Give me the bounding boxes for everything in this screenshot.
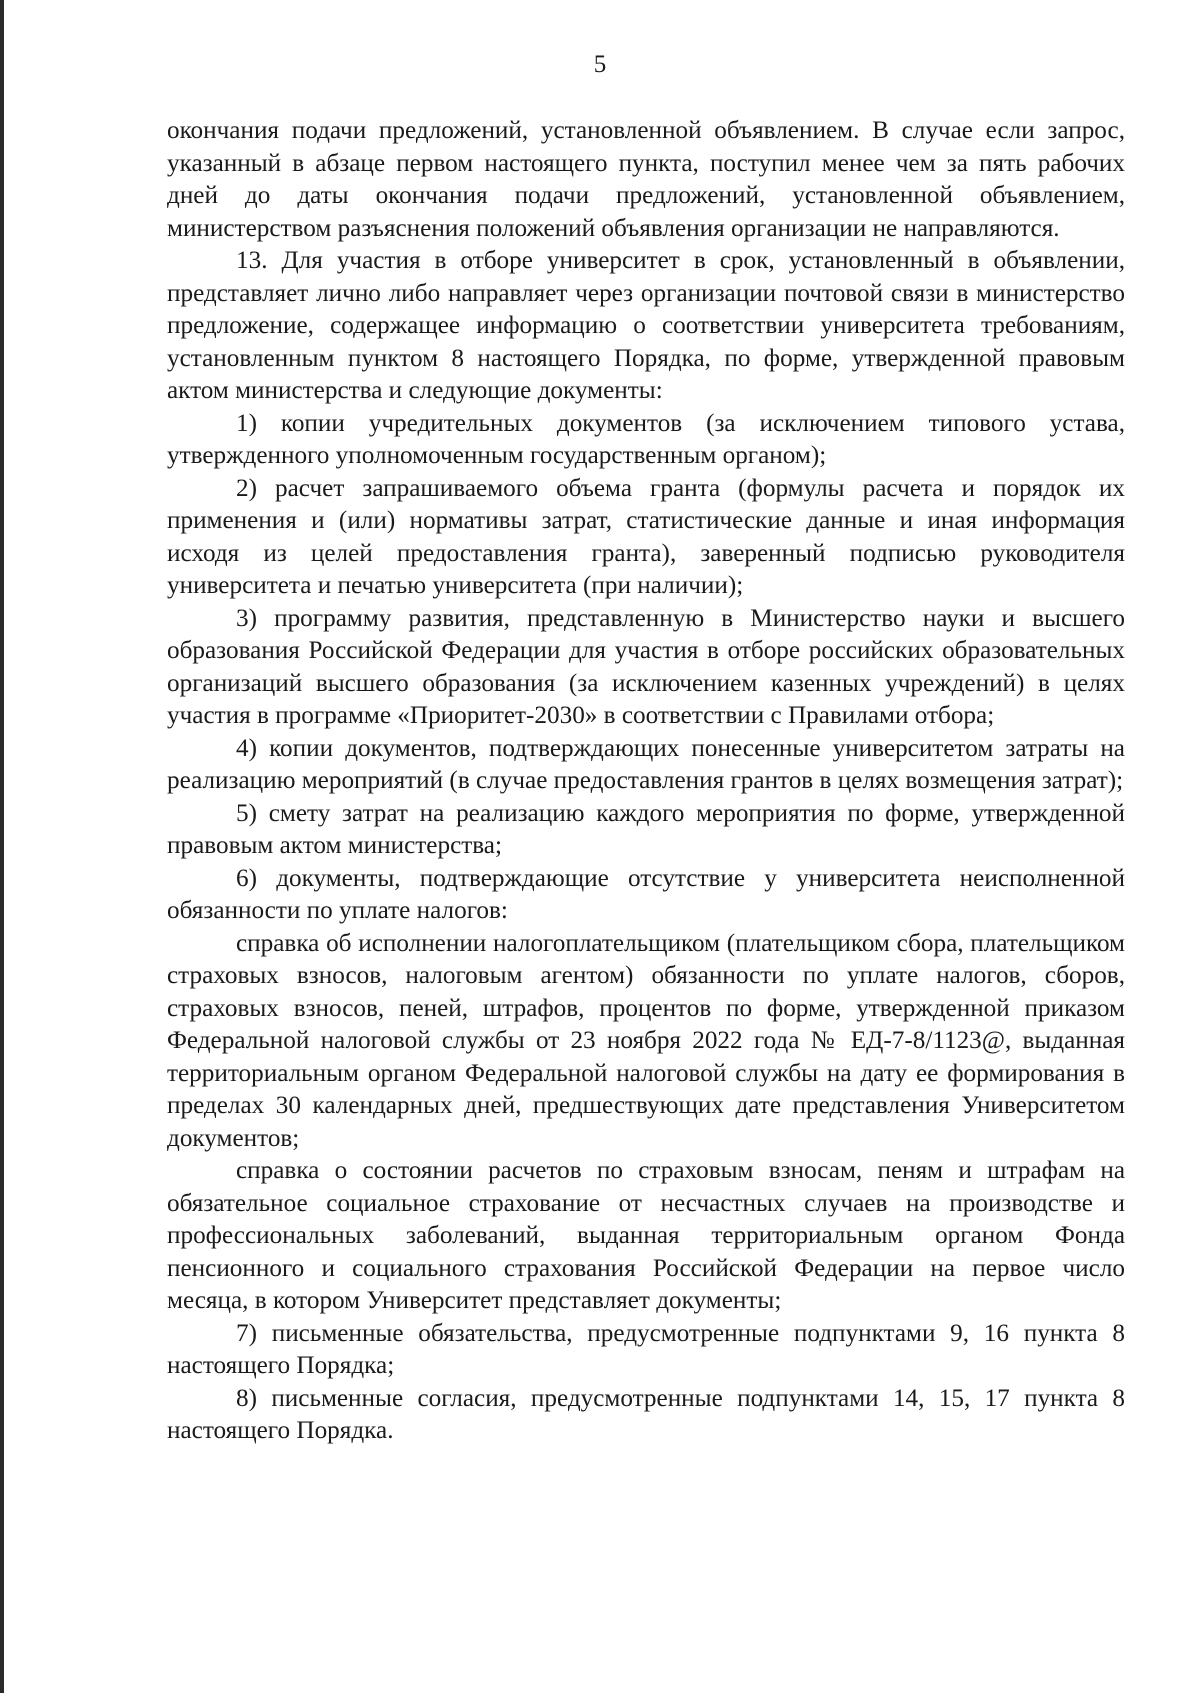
list-item-4: 4) копии документов, подтверждающих понесенные университетом затраты на реализацию мероприятий (в случае предоставления грантов в целях возмещения затрат); <box>167 734 1125 794</box>
insurance-certificate-paragraph: справка о состоянии расчетов по страховым взносам, пеням и штрафам на обязательное социальное страхование от несчастных случаев на производстве и профессиональных заболеваний, выданная территориальным органом Фонда пенсионного и социального страхования Российской Федерации на первое число месяца, в котором Университет представляет документы; <box>167 1157 1125 1314</box>
page-number: 5 <box>593 51 607 78</box>
list-item-7: 7) письменные обязательства, предусмотренные подпунктами 9, 16 пункта 8 настоящего Порядка; <box>167 1319 1125 1379</box>
scan-edge-line <box>0 0 4 1693</box>
paragraph-intro-continuation: окончания подачи предложений, установленной объявлением. В случае если запрос, указанный в абзаце первом настоящего пункта, поступил менее чем за пять рабочих дней до даты окончания подачи предложений, установленной объявлением, министерством разъяснения положений объявления организации не направляются. <box>167 117 1125 242</box>
list-item-8: 8) письменные согласия, предусмотренные подпунктами 14, 15, 17 пункта 8 настоящего Порядка. <box>167 1384 1125 1444</box>
document-body <box>167 115 1125 1448</box>
list-item-5: 5) смету затрат на реализацию каждого мероприятия по форме, утвержденной правовым актом министерства; <box>167 799 1125 859</box>
paragraph-item-13: 13. Для участия в отборе университет в срок, установленный в объявлении, представляет лично либо направляет через организации почтовой связи в министерство предложение, содержащее информацию о соответствии университета требованиям, установленным пунктом 8 настоящего Порядка, по форме, утвержденной правовым актом министерства и следующие документы: <box>167 247 1125 404</box>
list-item-1: 1) копии учредительных документов (за исключением типового устава, утвержденного уполномоченным государственным органом); <box>167 409 1125 469</box>
list-item-6: 6) документы, подтверждающие отсутствие у университета неисполненной обязанности по уплате налогов: <box>167 864 1125 924</box>
list-item-2: 2) расчет запрашиваемого объема гранта (формулы расчета и порядок их применения и (или) нормативы затрат, статистические данные и иная информация исходя из целей предоставления гранта), заверенный подписью руководителя университета и печатью университета (при наличии); <box>167 474 1125 599</box>
tax-certificate-paragraph: справка об исполнении налогоплательщиком (плательщиком сбора, плательщиком страховых взносов, налоговым агентом) обязанности по уплате налогов, сборов, страховых взносов, пеней, штрафов, процентов по форме, утвержденной приказом Федеральной налоговой службы от 23 ноября 2022 года № ЕД-7-8/1123@, выданная территориальным органом Федеральной налоговой службы на дату ее формирования в пределах 30 календарных дней, предшествующих дате представления Университетом документов; <box>167 929 1125 1152</box>
list-item-3: 3) программу развития, представленную в Министерство науки и высшего образования Российской Федерации для участия в отборе российских образовательных организаций высшего образования (за исключением казенных учреждений) в целях участия в программе «Приоритет-2030» в соответствии с Правилами отбора; <box>167 604 1125 729</box>
